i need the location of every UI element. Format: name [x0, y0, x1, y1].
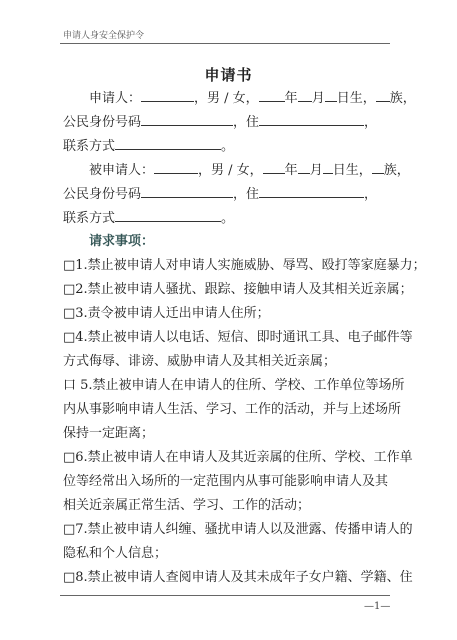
respondent-day-blank — [323, 160, 333, 174]
request-item: 相关近亲属正常生活、学习、工作的活动； — [63, 498, 311, 513]
document-title: 申请书 — [204, 66, 253, 84]
respondent-year: 年 — [284, 163, 298, 178]
page-number: —1— — [364, 601, 391, 612]
applicant-address-blank — [259, 112, 364, 126]
request-item: □4.禁止被申请人以电话、短信、即时通讯工具、电子邮件等 — [63, 330, 413, 345]
request-item: □7.禁止被申请人纠缠、骚扰申请人以及泄露、传播申请人的 — [63, 522, 413, 537]
applicant-line-end: ， — [364, 115, 378, 130]
request-item: 隐私和个人信息； — [63, 546, 168, 561]
applicant-line-3 — [63, 136, 234, 156]
applicant-id-label: 公民身份号码 — [63, 115, 142, 130]
respondent-line-2 — [63, 184, 377, 204]
applicant-month: 月 — [311, 91, 325, 106]
applicant-year-blank — [259, 88, 285, 102]
respondent-year-blank — [263, 160, 285, 174]
respondent-contact-blank — [115, 208, 221, 222]
respondent-line-1 — [89, 160, 410, 180]
respondent-id-blank — [141, 184, 233, 198]
respondent-period: 。 — [221, 211, 235, 226]
respondent-ethnicity: 族， — [383, 163, 410, 178]
request-item: □1.禁止被申请人对申请人实施威胁、辱骂、殴打等家庭暴力； — [63, 258, 426, 273]
request-item: □8.禁止被申请人查阅申请人及其未成年子女户籍、学籍、住 — [63, 570, 413, 585]
request-item: 保持一定距离； — [63, 426, 155, 441]
footer-rule — [60, 595, 390, 596]
respondent-month-blank — [298, 160, 310, 174]
respondent-ethnicity-blank — [372, 160, 384, 174]
request-item: □3.责令被申请人迁出申请人住所； — [63, 306, 270, 321]
request-item: □6.禁止被申请人在申请人及其近亲属的住所、学校、工作单 — [63, 450, 413, 465]
applicant-address-label: ，住 — [233, 115, 260, 130]
respondent-address-label: ，住 — [233, 187, 260, 202]
applicant-period: 。 — [221, 139, 235, 154]
request-item: 口 5.禁止被申请人在申请人的住所、学校、工作单位等场所 — [63, 378, 405, 393]
applicant-name-blank — [141, 88, 194, 102]
applicant-label: 申请人： — [89, 91, 142, 106]
applicant-year: 年 — [284, 91, 298, 106]
applicant-ethnicity-blank — [376, 88, 390, 102]
respondent-contact-label: 联系方式 — [63, 211, 116, 226]
respondent-day: 日生， — [332, 163, 372, 178]
header-text: 申请人身安全保护令 — [63, 31, 145, 41]
respondent-line-3 — [63, 208, 234, 228]
respondent-line-end: ， — [364, 187, 378, 202]
applicant-contact-label: 联系方式 — [63, 139, 116, 154]
request-item: □2.禁止被申请人骚扰、跟踪、接触申请人及其相关近亲属； — [63, 282, 413, 297]
respondent-gender: ，男 / 女， — [198, 163, 263, 178]
applicant-month-blank — [298, 88, 312, 102]
applicant-ethnicity: 族， — [389, 91, 416, 106]
request-item: 位等经常出入场所的一定范围内从事可能影响申请人及其 — [63, 474, 389, 489]
applicant-gender: ，男 / 女， — [194, 91, 259, 106]
request-item: 方式侮辱、诽谤、威胁申请人及其相关近亲属； — [63, 354, 337, 369]
applicant-day-blank — [325, 88, 337, 102]
request-item: 内从事影响申请人生活、学习、工作的活动，并与上述场所 — [63, 402, 402, 417]
requests-heading: 请求事项： — [89, 234, 155, 249]
respondent-name-blank — [154, 160, 198, 174]
applicant-id-blank — [141, 112, 233, 126]
respondent-id-label: 公民身份号码 — [63, 187, 142, 202]
applicant-line-1 — [89, 88, 416, 108]
header-rule — [60, 43, 390, 44]
applicant-contact-blank — [115, 136, 221, 150]
applicant-line-2 — [63, 112, 377, 132]
respondent-address-blank — [259, 184, 364, 198]
respondent-month: 月 — [309, 163, 323, 178]
respondent-label: 被申请人： — [89, 163, 155, 178]
applicant-day: 日生， — [336, 91, 376, 106]
